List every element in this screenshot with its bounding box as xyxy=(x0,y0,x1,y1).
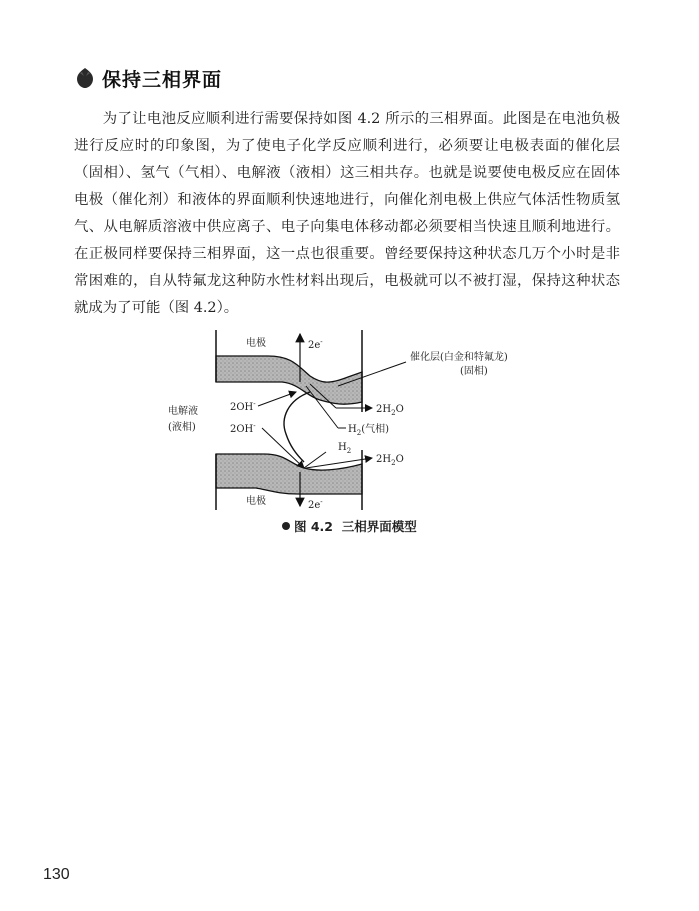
oh-arrow-top xyxy=(258,392,296,406)
electron-top-label: 2e- xyxy=(308,338,323,351)
hydroxide-label-1: 2OH- xyxy=(230,400,256,413)
h2-gas-label: $H_2$(气相) xyxy=(348,424,390,437)
electrolyte-label: 电解液 xyxy=(168,406,198,417)
figure-caption xyxy=(282,517,417,535)
catalyst-label: 催化层(白金和特氟龙) xyxy=(410,352,508,363)
lower-electrode-band xyxy=(216,454,362,494)
electrode-bottom-label: 电极 xyxy=(246,496,266,507)
catalyst-phase-label: (固相) xyxy=(460,366,488,377)
caption-bullet-icon xyxy=(282,522,290,530)
caption-title: 三相界面模型 xyxy=(341,519,417,534)
caption-number: 图 4.2 xyxy=(294,519,333,534)
meniscus-curve xyxy=(284,392,310,462)
water-label-top: $2H_2O$ xyxy=(376,404,404,417)
h2-label: $H_2$ xyxy=(338,442,352,455)
catalyst-leader xyxy=(338,362,406,386)
upper-electrode-band xyxy=(216,356,362,404)
water-label-bottom: $2H_2O$ xyxy=(376,454,404,467)
section-heading xyxy=(74,66,222,90)
electrode-top-label: 电极 xyxy=(246,338,266,349)
electrolyte-phase-label: (液相) xyxy=(168,422,196,433)
section-title: 保持三相界面 xyxy=(102,68,223,91)
body-paragraph: 为了让电池反应顺利进行需要保持如图 4.2 所示的三相界面。此图是在电池负极进行反应时的印象图，为了使电子化学反应顺利进行，必须要让电极表面的催化层（固相）、氢气（气相）、电解液（液相）这三相共存。也就是说要使电极反应在固体电极（催化剂）和液体的界面顺利快速地进行，向催化剂电极上供应气体活性物质氢气、从电解质溶液中供应离子、电子向集电体移动都必须要相当快速且顺利地进行。在正极同样要保持三相界面，这一点也很重要。曾经要保持这种状态几万个小时是非常困难的，自从特氟龙这种防水性材料出现后，电极就可以不被打湿，保持这种状态就成为了可能（图 4.2）。 xyxy=(74,111,620,316)
figure-diagram xyxy=(160,322,540,512)
three-phase-interface-figure xyxy=(160,322,540,512)
hydroxide-label-2: 2OH- xyxy=(230,422,256,435)
page-number: 130 xyxy=(43,866,70,883)
electron-bottom-label: 2e- xyxy=(308,498,323,511)
leaf-bullet-icon xyxy=(74,67,96,89)
